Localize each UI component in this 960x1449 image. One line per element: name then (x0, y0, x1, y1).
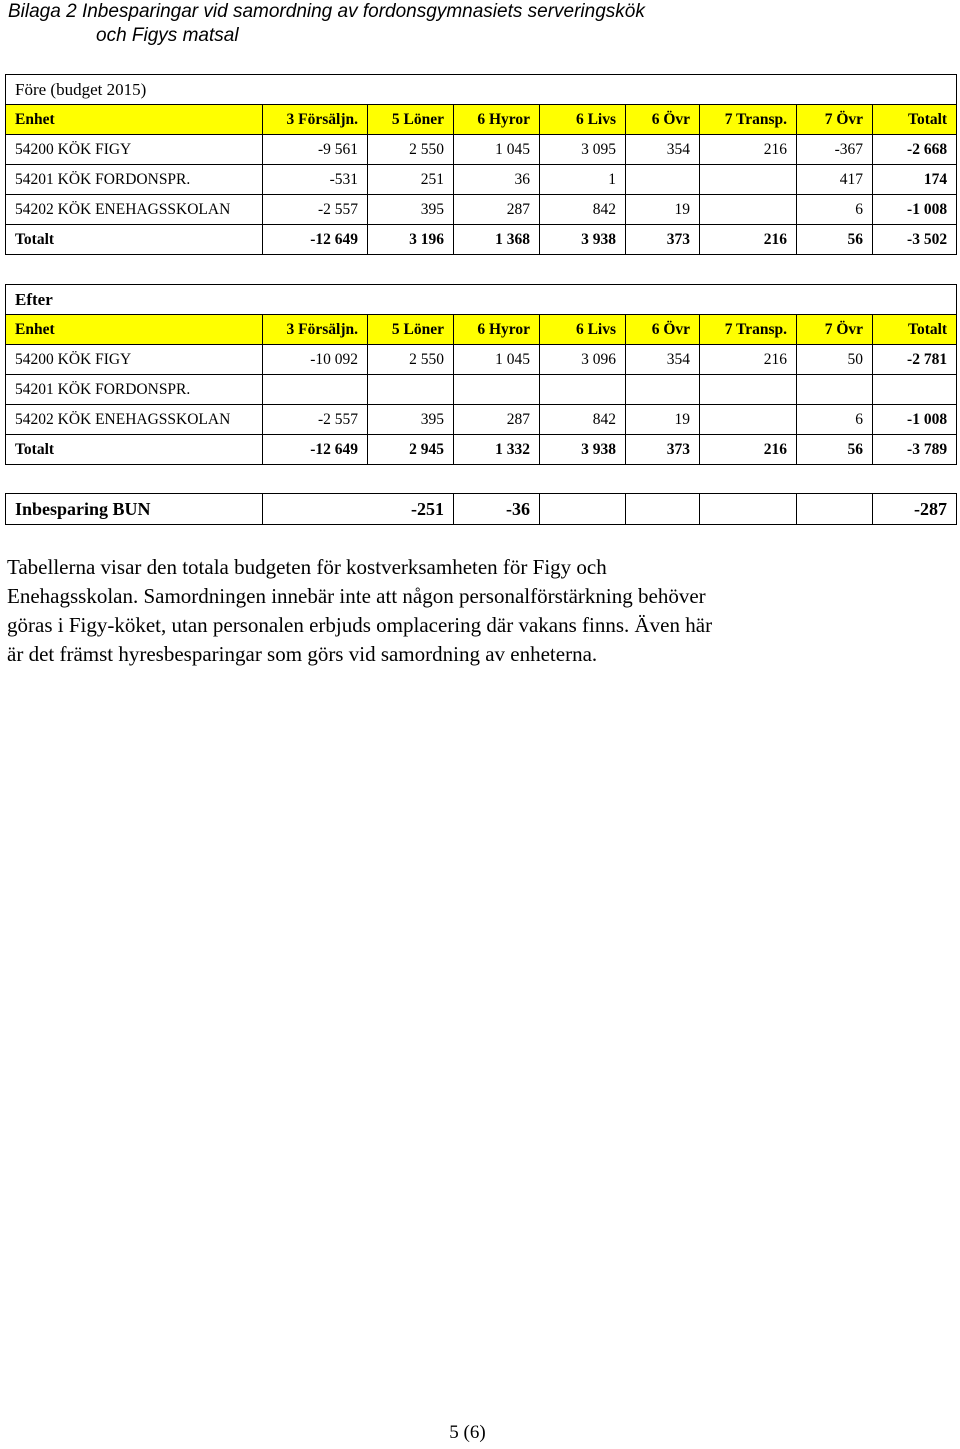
table-cell: -3 789 (873, 435, 957, 465)
table-cell (368, 375, 454, 405)
column-header: Totalt (873, 315, 957, 345)
total-row (6, 435, 957, 465)
table-cell: Totalt (6, 225, 263, 255)
table-header-row (6, 315, 957, 345)
table-cell: 54200 KÖK FIGY (6, 135, 263, 165)
page-number: 5 (6) (449, 1422, 486, 1443)
table-cell: 56 (797, 435, 873, 465)
table-cell: 3 196 (368, 225, 454, 255)
table-cell: 287 (454, 405, 540, 435)
table-cell (626, 494, 700, 525)
table-cell: -2 668 (873, 135, 957, 165)
table-cell: 287 (454, 195, 540, 225)
table-cell: 2 550 (368, 135, 454, 165)
table-cell: -251 (263, 494, 454, 525)
table-cell: 19 (626, 405, 700, 435)
table-cell (454, 375, 540, 405)
body-paragraph (7, 553, 927, 669)
table-row (6, 345, 957, 375)
table-cell: 373 (626, 225, 700, 255)
table-cell: -3 502 (873, 225, 957, 255)
table-cell: 395 (368, 405, 454, 435)
column-header: 7 Övr (797, 315, 873, 345)
table-cell: Totalt (6, 435, 263, 465)
table-cell: 3 095 (540, 135, 626, 165)
table-cell: 395 (368, 195, 454, 225)
paragraph-line: göras i Figy-köket, utan personalen erbjuds omplacering där vakans finns. Även här (7, 613, 713, 637)
column-header: 3 Försäljn. (263, 105, 368, 135)
table-cell: -287 (873, 494, 957, 525)
column-header: Totalt (873, 105, 957, 135)
budget-table-fore (5, 74, 957, 255)
table-cell: 1 (540, 165, 626, 195)
table-cell: 842 (540, 405, 626, 435)
column-header: 6 Livs (540, 315, 626, 345)
table-header-row (6, 105, 957, 135)
table-cell: 373 (626, 435, 700, 465)
table-cell: -12 649 (263, 435, 368, 465)
title-line-2: och Figys matsal (96, 25, 239, 46)
total-row (6, 225, 957, 255)
table-cell: 417 (797, 165, 873, 195)
table-cell: 216 (700, 345, 797, 375)
inbesparing-table (5, 493, 957, 525)
table-cell (700, 165, 797, 195)
table-cell: -9 561 (263, 135, 368, 165)
table-cell (700, 494, 797, 525)
section-heading-row (6, 285, 957, 315)
section-heading: Efter (6, 285, 957, 315)
table-cell: -12 649 (263, 225, 368, 255)
table-row (6, 165, 957, 195)
table-row (6, 195, 957, 225)
table-cell: 2 945 (368, 435, 454, 465)
table-cell: 54202 KÖK ENEHAGSSKOLAN (6, 405, 263, 435)
paragraph-line: är det främst hyresbesparingar som görs vid samordning av enheterna. (7, 642, 598, 666)
table-cell: 50 (797, 345, 873, 375)
column-header: 6 Övr (626, 105, 700, 135)
table-cell (797, 494, 873, 525)
table-cell: 56 (797, 225, 873, 255)
table-cell: 3 938 (540, 435, 626, 465)
table-cell: -2 557 (263, 405, 368, 435)
table-cell: 216 (700, 225, 797, 255)
table-cell: -2 781 (873, 345, 957, 375)
title-line-1: Bilaga 2 Inbesparingar vid samordning av fordonsgymnasiets serveringskök (8, 1, 645, 22)
table-cell (626, 165, 700, 195)
table-cell (626, 375, 700, 405)
inbesparing-row (6, 494, 957, 525)
table-cell: 2 550 (368, 345, 454, 375)
table-cell (540, 375, 626, 405)
table-cell: -1 008 (873, 195, 957, 225)
table-cell: 3 938 (540, 225, 626, 255)
table-cell: 354 (626, 345, 700, 375)
table-row (6, 405, 957, 435)
table-cell: 54201 KÖK FORDONSPR. (6, 375, 263, 405)
table-cell: -10 092 (263, 345, 368, 375)
table-cell (700, 405, 797, 435)
table-cell (700, 195, 797, 225)
table-cell: 216 (700, 435, 797, 465)
table-cell: 1 045 (454, 345, 540, 375)
column-header: 7 Transp. (700, 315, 797, 345)
table-cell: 3 096 (540, 345, 626, 375)
table-cell: 174 (873, 165, 957, 195)
table-row (6, 375, 957, 405)
table-cell: 54200 KÖK FIGY (6, 345, 263, 375)
table-row (6, 135, 957, 165)
table-cell: 1 368 (454, 225, 540, 255)
column-header: 5 Löner (368, 105, 454, 135)
table-cell: 54201 KÖK FORDONSPR. (6, 165, 263, 195)
section-heading-row (6, 75, 957, 105)
table-cell: -2 557 (263, 195, 368, 225)
table-cell: 54202 KÖK ENEHAGSSKOLAN (6, 195, 263, 225)
table-cell (263, 375, 368, 405)
table-cell (700, 375, 797, 405)
table-cell: 6 (797, 195, 873, 225)
document-title (8, 0, 948, 48)
column-header: 3 Försäljn. (263, 315, 368, 345)
column-header: 6 Hyror (454, 315, 540, 345)
table-cell: 354 (626, 135, 700, 165)
table-cell: -1 008 (873, 405, 957, 435)
section-heading: Före (budget 2015) (6, 75, 957, 105)
table-cell: 36 (454, 165, 540, 195)
column-header: Enhet (6, 315, 263, 345)
paragraph-line: Tabellerna visar den totala budgeten för kostverksamheten för Figy och (7, 555, 607, 579)
column-header: 7 Övr (797, 105, 873, 135)
table-cell: -531 (263, 165, 368, 195)
paragraph-line: Enehagsskolan. Samordningen innebär inte att någon personalförstärkning behöver (7, 584, 706, 608)
table-cell (873, 375, 957, 405)
column-header: 7 Transp. (700, 105, 797, 135)
budget-table-efter (5, 284, 957, 465)
table-cell: 6 (797, 405, 873, 435)
table-cell (797, 375, 873, 405)
table-cell: 842 (540, 195, 626, 225)
table-cell: 1 045 (454, 135, 540, 165)
column-header: 5 Löner (368, 315, 454, 345)
table-cell: 216 (700, 135, 797, 165)
table-cell: -36 (454, 494, 540, 525)
table-cell (540, 494, 626, 525)
inbesparing-label: Inbesparing BUN (6, 494, 263, 525)
column-header: 6 Övr (626, 315, 700, 345)
table-cell: 1 332 (454, 435, 540, 465)
column-header: 6 Livs (540, 105, 626, 135)
table-cell: -367 (797, 135, 873, 165)
column-header: 6 Hyror (454, 105, 540, 135)
table-cell: 19 (626, 195, 700, 225)
column-header: Enhet (6, 105, 263, 135)
table-cell: 251 (368, 165, 454, 195)
